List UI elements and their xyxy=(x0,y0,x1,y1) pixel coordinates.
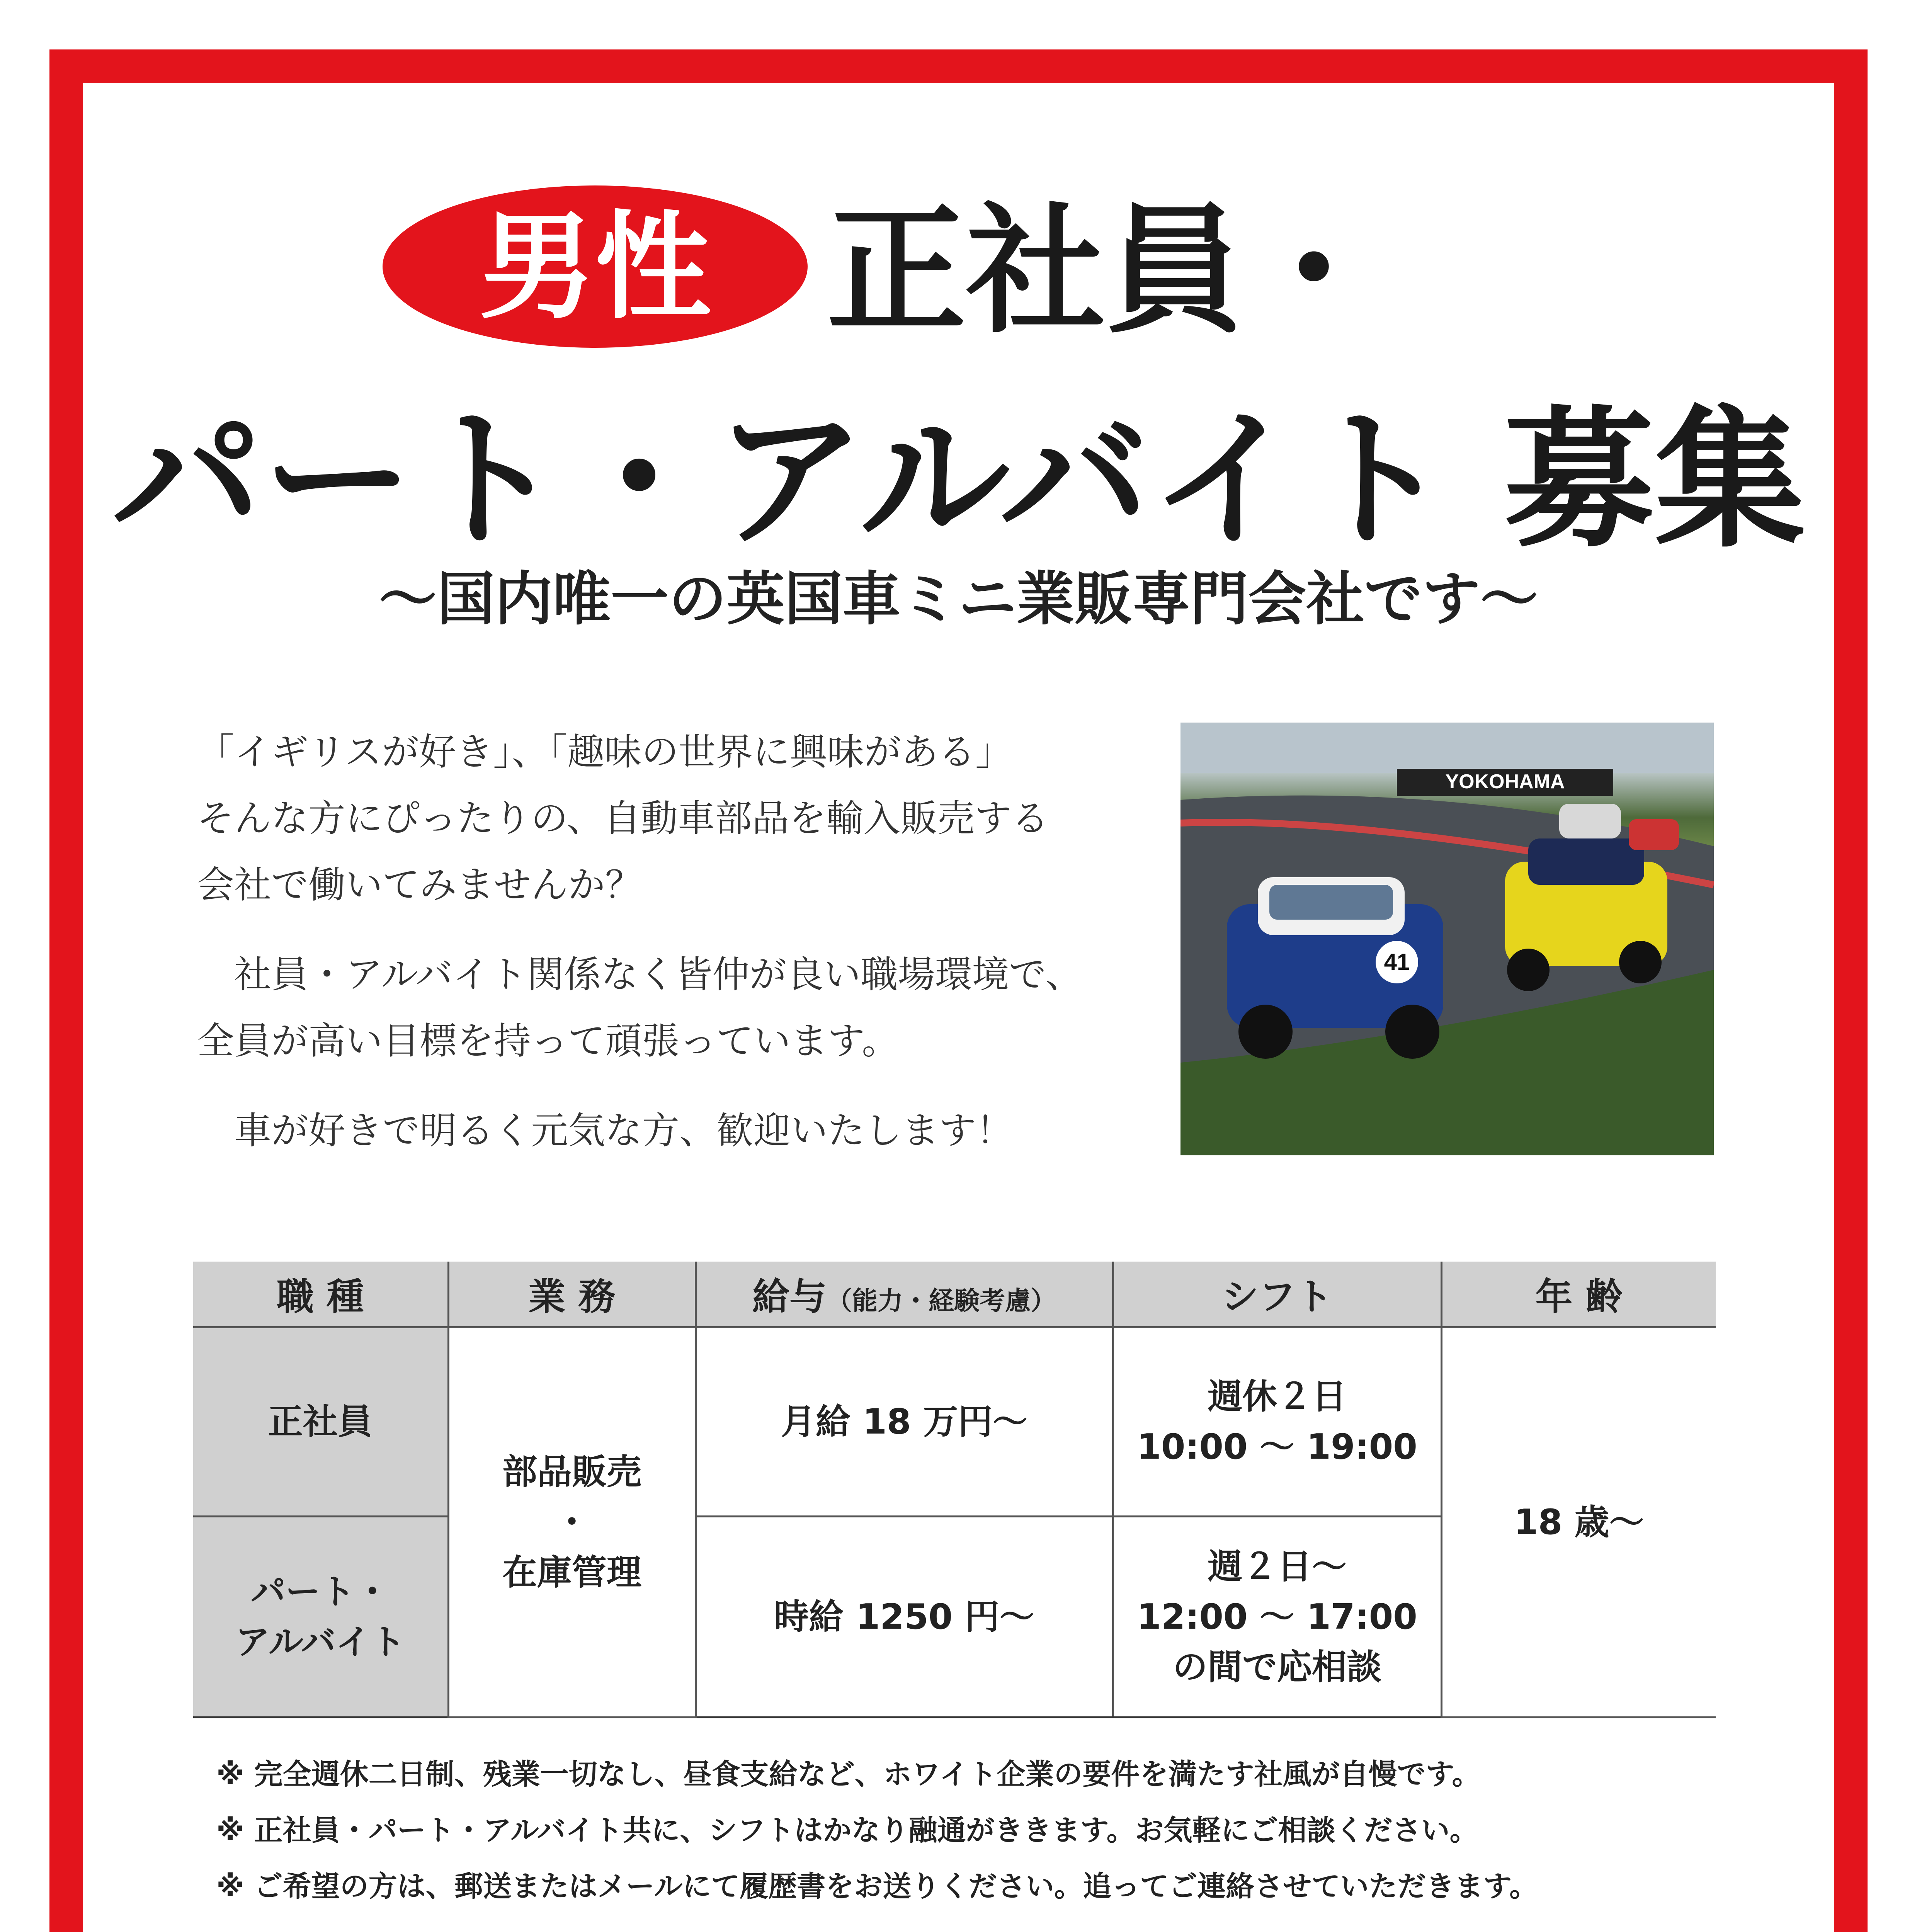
intro-paragraph-3 xyxy=(197,1097,1163,1164)
job-table xyxy=(193,1262,1716,1718)
headline-subtitle: 〜国内唯一の英国車ミニ業販専門会社です〜 xyxy=(379,565,1538,633)
header-pay-label: 給与 xyxy=(752,1275,827,1318)
shift-fulltime xyxy=(1113,1327,1441,1517)
job-type-parttime xyxy=(193,1517,448,1718)
headline-row xyxy=(0,178,1917,379)
job-type-line: アルバイト xyxy=(235,1621,405,1662)
intro-text xyxy=(197,719,1163,1187)
intro-paragraph-1 xyxy=(197,719,1163,918)
shift-line: 10:00 〜 19:00 xyxy=(1137,1426,1417,1467)
work-cell xyxy=(448,1327,696,1718)
shift-line: 週休２日 xyxy=(1208,1376,1347,1417)
shift-line: 週２日〜 xyxy=(1208,1546,1347,1587)
headline-line1: 正社員・ xyxy=(827,189,1383,352)
headline-line2: パート・アルバイト 募集 xyxy=(112,391,1805,568)
intro-line: 全員が高い目標を持って頑張っています。 xyxy=(197,1019,899,1063)
race-photo-illustration xyxy=(1180,723,1714,1155)
header-pay xyxy=(696,1262,1113,1327)
shift-line: の間で応相談 xyxy=(1173,1646,1381,1687)
pay-parttime: 時給 1250 円〜 xyxy=(696,1517,1113,1718)
work-line: 部品販売 xyxy=(502,1451,641,1492)
job-type-line: パート・ xyxy=(250,1571,390,1612)
job-type-fulltime: 正社員 xyxy=(193,1327,448,1517)
note-item: ※ ご希望の方は、郵送またはメールにて履歴書をお送りください。追ってご連絡させていただきます。 xyxy=(216,1870,1538,1903)
table-header-row xyxy=(193,1262,1716,1327)
notes-list xyxy=(216,1747,1762,1915)
note-item: ※ 完全週休二日制、残業一切なし、昼食支給など、ホワイト企業の要件を満たす社風が自慢です。 xyxy=(216,1758,1481,1791)
header-job-type: 職 種 xyxy=(193,1262,448,1327)
intro-paragraph-2 xyxy=(197,941,1163,1074)
gender-badge: 男性 xyxy=(383,185,808,348)
shift-line: 12:00 〜 17:00 xyxy=(1137,1596,1417,1637)
work-line: ・ xyxy=(555,1502,589,1543)
note-item: ※ 正社員・パート・アルバイト共に、シフトはかなり融通がききます。お気軽にご相談ください。 xyxy=(216,1814,1478,1847)
header-age: 年 齢 xyxy=(1441,1262,1716,1327)
header-shift: シフト xyxy=(1113,1262,1441,1327)
race-photo xyxy=(1180,723,1714,1155)
table-row xyxy=(193,1327,1716,1517)
work-line: 在庫管理 xyxy=(502,1552,641,1593)
intro-line: そんな方にぴったりの、自動車部品を輸入販売する xyxy=(197,797,1049,840)
header-pay-note: （能力・経験考慮） xyxy=(827,1286,1056,1316)
intro-line: 「イギリスが好き」、「趣味の世界に興味がある」 xyxy=(197,730,1013,774)
header-work: 業 務 xyxy=(448,1262,696,1327)
age-cell: 18 歳〜 xyxy=(1441,1327,1716,1718)
car-number: 41 xyxy=(1384,949,1410,975)
shift-parttime xyxy=(1113,1517,1441,1718)
intro-line: 車が好きで明るく元気な方、歓迎いたします！ xyxy=(197,1109,1013,1152)
intro-line: 社員・アルバイト関係なく皆仲が良い職場環境で、 xyxy=(197,953,1083,996)
pay-fulltime: 月給 18 万円〜 xyxy=(696,1327,1113,1517)
intro-line: 会社で働いてみませんか？ xyxy=(197,863,642,906)
yokohama-sign: YOKOHAMA xyxy=(1445,770,1565,793)
